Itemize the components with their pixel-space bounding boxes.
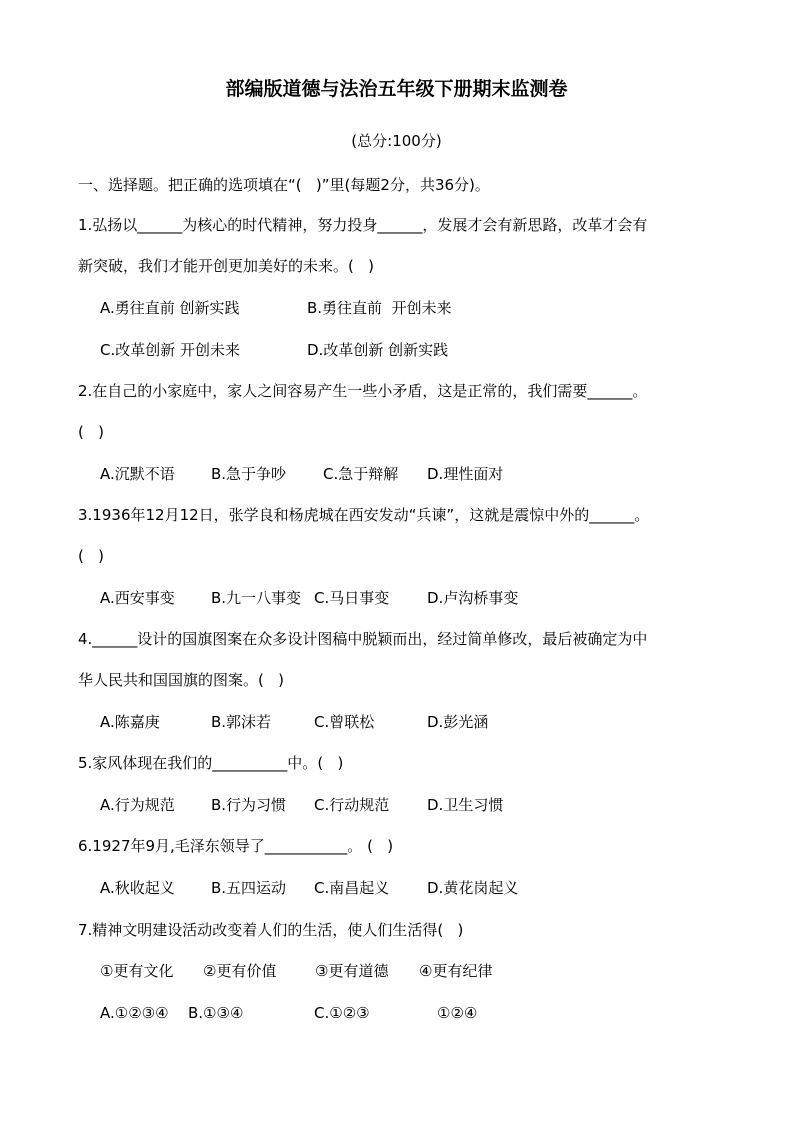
q5-option-d: D.卫生习惯: [427, 796, 504, 814]
q5-option-a: A.行为规范: [100, 796, 175, 814]
q1-option-a: A.勇往直前 创新实践: [100, 299, 240, 317]
q7-option-b: B.①③④: [188, 1004, 244, 1022]
q1-option-d: D.改革创新 创新实践: [307, 341, 449, 359]
q7-option-d: ①②④: [437, 1004, 478, 1022]
question-3-line-2: ( ): [78, 547, 105, 565]
question-6-line-1: 6.1927年9月,毛泽东领导了___________。 ( ): [78, 837, 394, 855]
q6-option-c: C.南昌起义: [314, 879, 390, 897]
q2-option-b: B.急于争吵: [211, 465, 287, 483]
q7-item-3: ③更有道德: [315, 962, 389, 980]
q4-option-b: B.郭沫若: [211, 713, 272, 731]
q7-item-1: ①更有文化: [100, 962, 174, 980]
q2-option-c: C.急于辩解: [323, 465, 399, 483]
question-5-line-1: 5.家风体现在我们的__________中。( ): [78, 754, 344, 772]
question-2-line-1: 2.在自己的小家庭中，家人之间容易产生一些小矛盾，这是正常的，我们需要______。: [78, 382, 648, 400]
q6-option-d: D.黄花岗起义: [427, 879, 519, 897]
q3-option-c: C.马日事变: [314, 589, 390, 607]
q3-option-a: A.西安事变: [100, 589, 175, 607]
q5-option-b: B.行为习惯: [211, 796, 287, 814]
q5-option-c: C.行动规范: [314, 796, 390, 814]
q7-item-4: ④更有纪律: [419, 962, 493, 980]
q4-option-c: C.曾联松: [314, 713, 375, 731]
q6-option-a: A.秋收起义: [100, 879, 175, 897]
q7-option-a: A.①②③④: [100, 1004, 169, 1022]
question-1-line-2: 新突破，我们才能开创更加美好的未来。( ): [78, 257, 375, 275]
q1-option-b: B.勇往直前 开创未来: [307, 299, 452, 317]
q4-option-d: D.彭光涵: [427, 713, 489, 731]
q7-option-c: C.①②③: [314, 1004, 370, 1022]
q2-option-d: D.理性面对: [427, 465, 504, 483]
question-4-line-1: 4.______设计的国旗图案在众多设计图稿中脱颖而出，经过简单修改，最后被确定为中: [78, 630, 648, 648]
question-4-line-2: 华人民共和国国旗的图案。( ): [78, 671, 285, 689]
q1-option-c: C.改革创新 开创未来: [100, 341, 241, 359]
section-heading: 一、选择题。把正确的选项填在“( )”里(每题2分，共36分)。: [78, 176, 490, 194]
question-1-line-1: 1.弘扬以______为核心的时代精神，努力投身______，发展才会有新思路，改革才会有: [78, 216, 648, 234]
question-3-line-1: 3.1936年12月12日，张学良和杨虎城在西安发动“兵谏”，这就是震惊中外的______。: [78, 506, 650, 524]
q6-option-b: B.五四运动: [211, 879, 287, 897]
q3-option-d: D.卢沟桥事变: [427, 589, 519, 607]
question-7-line-1: 7.精神文明建设活动改变着人们的生活，使人们生活得( ): [78, 921, 464, 939]
total-score: (总分:100分): [351, 132, 442, 150]
q2-option-a: A.沉默不语: [100, 465, 175, 483]
question-2-line-2: ( ): [78, 423, 105, 441]
q3-option-b: B.九一八事变: [211, 589, 302, 607]
page-title: 部编版道德与法治五年级下册期末监测卷: [225, 78, 568, 100]
q4-option-a: A.陈嘉庚: [100, 713, 160, 731]
q7-item-2: ②更有价值: [203, 962, 277, 980]
